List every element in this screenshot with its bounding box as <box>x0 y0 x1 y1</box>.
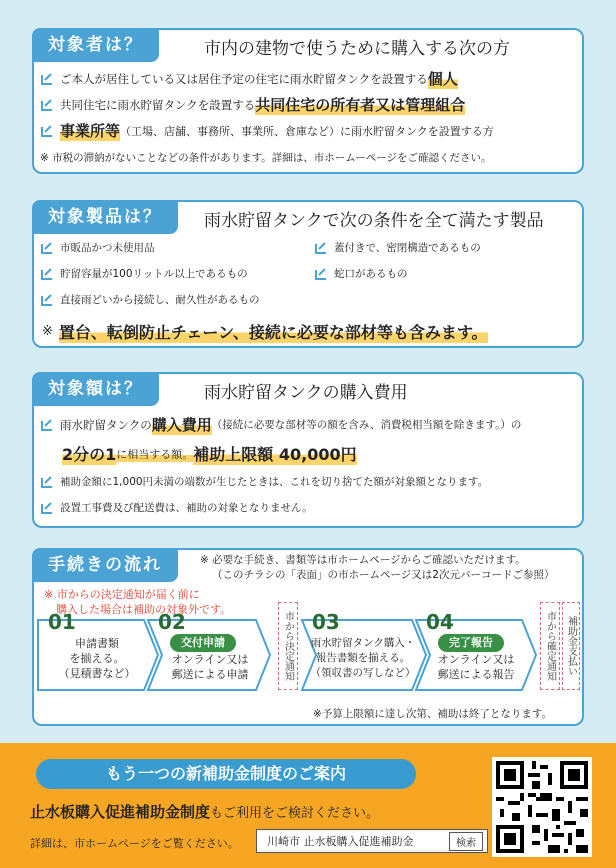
step-number: 03 <box>312 610 340 634</box>
notice-box: 補助金支払い <box>562 602 580 690</box>
section-heading: 市内の建物で使うために購入する次の方 <box>204 39 510 59</box>
warning-text: 購入した場合は補助の対象外です。 <box>56 603 232 616</box>
qr-code-icon <box>492 757 592 857</box>
list-item: 事業所等 （工場、店舗、事務所、事業所、倉庫など）に雨水貯留タンクを設置する方 <box>40 120 494 141</box>
eligible-amount-card <box>32 372 584 528</box>
search-box[interactable] <box>256 829 488 853</box>
note-text: ※ 置台、転倒防止チェーン、接続に必要な部材等も含みます。 <box>42 320 488 343</box>
check-icon <box>40 418 54 432</box>
step-number: 02 <box>158 610 186 634</box>
section-tag: 手続きの流れ <box>32 548 178 582</box>
check-icon <box>314 241 328 255</box>
list-item: 補助金額に1,000円未満の端数が生じたときは、これを切り捨てた額が対象額となります。 <box>40 474 488 489</box>
section-heading: 雨水貯留タンクで次の条件を全て満たす製品 <box>204 211 544 231</box>
step-number: 04 <box>426 610 454 634</box>
check-icon <box>40 501 54 515</box>
section-heading: 雨水貯留タンクの購入費用 <box>204 383 408 403</box>
check-icon <box>40 475 54 489</box>
section-tag: 対象額は？ <box>32 372 159 406</box>
check-icon <box>40 267 54 281</box>
warning-text: ※ 市からの決定通知が届く前に <box>44 588 200 601</box>
flow-note: ※ 必要な手続き、書類等は市ホームページからご確認いただけます。 <box>200 554 526 566</box>
check-icon <box>314 267 328 281</box>
list-item: 設置工事費及び配送費は、補助の対象となりません。 <box>40 500 313 515</box>
notice-box: 市から確定通知 <box>540 602 560 690</box>
step-label-badge: 完了報告 <box>438 634 504 652</box>
section-tag: 対象者は？ <box>32 28 159 62</box>
check-icon <box>40 293 54 307</box>
banner-line: 止水板購入促進補助金制度もご利用をご検討ください。 <box>30 803 380 821</box>
list-item: 貯留容量が100リットル以上であるもの <box>40 266 248 281</box>
step-text: 雨水貯留タンク購入・ 報告書類を揃える。 （領収書の写しなど） <box>310 637 416 679</box>
banner-title: もう一つの新補助金制度のご案内 <box>36 759 416 789</box>
list-item: 市販品かつ未使用品 <box>40 240 155 255</box>
section-tag: 対象製品は？ <box>32 200 178 234</box>
list-item: 直接雨どいから接続し、耐久性があるもの <box>40 292 260 307</box>
other-subsidy-banner <box>0 743 616 868</box>
procedure-flow-card <box>32 548 584 726</box>
check-icon <box>40 241 54 255</box>
eligible-persons-card <box>32 28 584 174</box>
list-item: ご本人が居住している又は居住予定の住宅に雨水貯留タンクを設置する 個人 <box>40 68 458 89</box>
list-item: 雨水貯留タンクの 購入費用 （接続に必要な部材等の額を含み、消費税相当額を除きます。）の <box>40 414 521 435</box>
note-text: ※ 市税の滞納がないことなどの条件があります。詳細は、市ホームーページをご確認ください。 <box>40 152 492 164</box>
check-icon <box>40 124 54 138</box>
check-icon <box>40 72 54 86</box>
eligible-products-card <box>32 200 584 348</box>
flow-note: （このチラシの「表面」の市ホームページ又は2次元バーコードご参照） <box>212 569 555 581</box>
search-query: 川崎市 止水板購入促進補助金 <box>267 835 414 848</box>
step-label-badge: 交付申請 <box>170 634 236 652</box>
step-text: 申請書類 を揃える。 （見積書など） <box>58 637 136 680</box>
list-item: 共同住宅に雨水貯留タンクを設置する 共同住宅の所有者又は管理組合 <box>40 94 465 115</box>
step-number: 01 <box>48 610 76 634</box>
step-text: オンライン又は 郵送による申請 <box>171 653 249 681</box>
notice-box: 市から決定通知 <box>278 602 298 690</box>
step-text: オンライン又は 郵送による報告 <box>437 653 515 681</box>
check-icon <box>40 98 54 112</box>
qr-code[interactable] <box>492 757 592 857</box>
detail-text: 詳細は、市ホームページをご覧ください。 <box>30 837 239 850</box>
subsidy-amount-line: 2分の1 に相当する額。 補助上限額 40,000円 <box>62 442 357 465</box>
end-note: ※予算上限額に達し次第、補助は終了となります。 <box>313 708 552 720</box>
search-button[interactable]: 検索 <box>449 832 483 851</box>
list-item: 蛇口があるもの <box>314 266 408 281</box>
list-item: 蓋付きで、密閉構造であるもの <box>314 240 481 255</box>
